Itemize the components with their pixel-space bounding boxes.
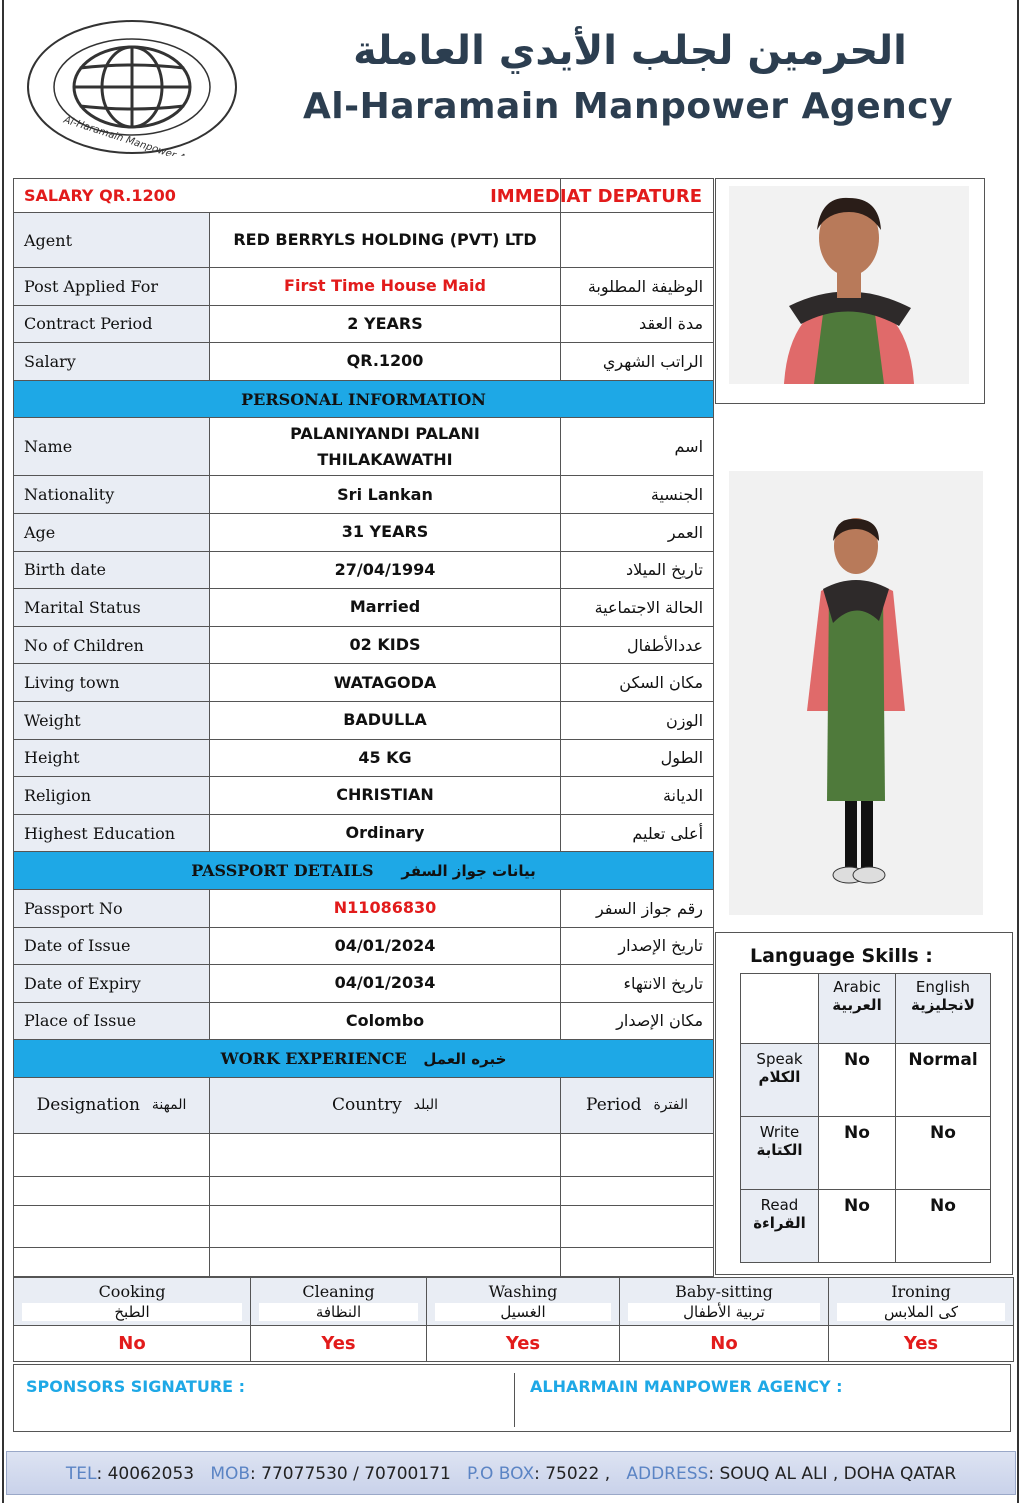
household-skills-table <box>13 1277 1014 1362</box>
address-label: ADDRESS <box>626 1464 709 1484</box>
speak-arabic-value: No <box>819 1044 896 1117</box>
arabic-column-header <box>819 974 896 1044</box>
issue-date-value: 04/01/2024 <box>210 927 561 965</box>
skill-ironing-en: Ironing <box>891 1282 951 1301</box>
signature-box <box>13 1364 1011 1432</box>
read-label-en: Read <box>760 1196 799 1214</box>
read-arabic-value: No <box>819 1190 896 1263</box>
agent-label: Agent <box>14 213 210 268</box>
speak-label <box>741 1044 819 1117</box>
pobox-label: P.O BOX <box>467 1464 535 1484</box>
issue-date-label: Date of Issue <box>14 927 210 965</box>
name-arabic: اسم <box>561 418 714 476</box>
period-header-en: Period <box>586 1095 642 1116</box>
children-arabic: عددالأطفال <box>561 626 714 664</box>
row-post <box>14 268 714 306</box>
address-value: : SOUQ AL ALI , DOHA QATAR <box>708 1464 957 1484</box>
portrait-photo <box>729 186 969 384</box>
weight-arabic: الوزن <box>561 701 714 739</box>
write-label <box>741 1117 819 1190</box>
skill-ironing-ar: کی الملابس <box>837 1303 1005 1321</box>
english-column-header <box>896 974 991 1044</box>
read-label <box>741 1190 819 1263</box>
contact-footer <box>6 1451 1016 1495</box>
period-header <box>561 1077 714 1133</box>
write-label-en: Write <box>759 1123 800 1141</box>
place-of-issue-arabic: مكان الإصدار <box>561 1002 714 1040</box>
birth-date-value: 27/04/1994 <box>210 551 561 589</box>
post-arabic: الوظيفة المطلوبة <box>561 268 714 306</box>
row-agent <box>14 213 714 268</box>
immediate-departure: IMMEDIAT DEPATURE <box>490 186 702 207</box>
post-value: First Time House Maid <box>210 268 561 306</box>
speak-label-ar: الكلام <box>758 1068 801 1086</box>
work-row <box>14 1205 714 1247</box>
name-value: PALANIYANDI PALANI THILAKAWATHI <box>210 418 561 476</box>
write-arabic-value: No <box>819 1117 896 1190</box>
marital-status-value: Married <box>210 589 561 627</box>
religion-arabic: الديانة <box>561 777 714 815</box>
height-arabic: الطول <box>561 739 714 777</box>
designation-header <box>14 1077 210 1133</box>
pobox-value: : 75022 , <box>534 1464 611 1484</box>
skill-baby-sitting-en: Baby-sitting <box>675 1282 773 1301</box>
birth-date-label: Birth date <box>14 551 210 589</box>
skill-baby-sitting <box>620 1278 829 1326</box>
work-row <box>14 1247 714 1276</box>
contract-arabic: مدة العقد <box>561 305 714 343</box>
skill-baby-sitting-value: No <box>620 1326 829 1362</box>
speak-label-en: Speak <box>756 1050 803 1068</box>
birth-date-arabic: تاريخ الميلاد <box>561 551 714 589</box>
skill-cleaning-ar: النظافة <box>259 1303 418 1321</box>
expiry-date-label: Date of Expiry <box>14 965 210 1003</box>
row-contract <box>14 305 714 343</box>
speak-english-value: Normal <box>896 1044 991 1117</box>
row-salary <box>14 343 714 381</box>
agent-arabic <box>561 213 714 268</box>
tel-label: TEL <box>65 1464 97 1484</box>
arabic-header-ar: العربية <box>832 996 882 1014</box>
agent-value: RED BERRYLS HOLDING (PVT) LTD <box>210 213 561 268</box>
designation-header-en: Designation <box>36 1095 140 1116</box>
skill-washing <box>427 1278 620 1326</box>
write-english-value: No <box>896 1117 991 1190</box>
issue-date-arabic: تاريخ الإصدار <box>561 927 714 965</box>
height-label: Height <box>14 739 210 777</box>
read-label-ar: القراءة <box>753 1214 806 1232</box>
skill-ironing-value: Yes <box>829 1326 1014 1362</box>
skill-washing-value: Yes <box>427 1326 620 1362</box>
sponsor-signature-label: SPONSORS SIGNATURE : <box>26 1377 246 1396</box>
nationality-label: Nationality <box>14 476 210 514</box>
write-label-ar: الكتابة <box>756 1141 803 1159</box>
skill-washing-en: Washing <box>488 1282 558 1301</box>
mob-label: MOB <box>210 1464 251 1484</box>
expiry-date-value: 04/01/2034 <box>210 965 561 1003</box>
language-skills-title: Language Skills : <box>750 945 933 967</box>
passport-heading-ar: بيانات جواز السفر <box>401 862 536 881</box>
education-label: Highest Education <box>14 814 210 852</box>
write-row <box>741 1117 991 1190</box>
children-value: 02 KIDS <box>210 626 561 664</box>
speak-row <box>741 1044 991 1117</box>
country-header <box>210 1077 561 1133</box>
education-arabic: أعلى تعليم <box>561 814 714 852</box>
nationality-value: Sri Lankan <box>210 476 561 514</box>
living-town-label: Living town <box>14 664 210 702</box>
post-label: Post Applied For <box>14 268 210 306</box>
religion-value: CHRISTIAN <box>210 777 561 815</box>
agency-signature-label: ALHARMAIN MANPOWER AGENCY : <box>530 1377 843 1396</box>
work-heading-en: WORK EXPERIENCE <box>220 1049 407 1069</box>
living-town-arabic: مكان السكن <box>561 664 714 702</box>
agency-title-arabic: الحرمين لجلب الأيدي العاملة <box>353 28 907 74</box>
skill-cooking-ar: الطبخ <box>22 1303 242 1321</box>
designation-header-ar: المهنة <box>151 1097 187 1114</box>
work-experience-heading <box>14 1040 714 1078</box>
education-value: Ordinary <box>210 814 561 852</box>
living-town-value: WATAGODA <box>210 664 561 702</box>
skill-cooking-value: No <box>14 1326 251 1362</box>
contract-label: Contract Period <box>14 305 210 343</box>
full-body-photo <box>729 471 983 915</box>
salary-arabic: الراتب الشهري <box>561 343 714 381</box>
passport-no-value: N11086830 <box>210 889 561 927</box>
application-table <box>13 178 714 1277</box>
english-header-en: English <box>915 978 971 996</box>
place-of-issue-value: Colombo <box>210 1002 561 1040</box>
work-row <box>14 1176 714 1205</box>
weight-value: BADULLA <box>210 701 561 739</box>
skill-cleaning-value: Yes <box>251 1326 427 1362</box>
period-header-ar: الفترة <box>653 1097 688 1114</box>
skill-cooking <box>14 1278 251 1326</box>
skill-cleaning <box>251 1278 427 1326</box>
svg-text:Al-Haramain Manpower Agency: Al-Haramain Manpower Agency <box>62 114 216 156</box>
skill-baby-sitting-ar: تربية الأطفال <box>628 1303 820 1321</box>
marital-status-label: Marital Status <box>14 589 210 627</box>
weight-label: Weight <box>14 701 210 739</box>
signature-divider <box>514 1373 515 1427</box>
work-heading-ar: خبره العمل <box>423 1050 507 1069</box>
expiry-date-arabic: تاريخ الانتهاء <box>561 965 714 1003</box>
language-skills-table <box>740 973 991 1263</box>
personal-info-heading: PERSONAL INFORMATION <box>14 380 714 418</box>
height-value: 45 KG <box>210 739 561 777</box>
skill-washing-ar: الغسيل <box>435 1303 611 1321</box>
passport-heading-en: PASSPORT DETAILS <box>191 861 374 881</box>
age-label: Age <box>14 513 210 551</box>
passport-no-arabic: رقم جواز السفر <box>561 889 714 927</box>
salary-value: QR.1200 <box>210 343 561 381</box>
salary-label: Salary <box>14 343 210 381</box>
age-value: 31 YEARS <box>210 513 561 551</box>
children-label: No of Children <box>14 626 210 664</box>
place-of-issue-label: Place of Issue <box>14 1002 210 1040</box>
language-skills-box <box>715 932 1013 1275</box>
english-header-ar: لانجليزية <box>911 996 975 1014</box>
salary-heading: SALARY QR.1200 <box>14 179 561 213</box>
name-label: Name <box>14 418 210 476</box>
row-name <box>14 418 714 476</box>
age-arabic: العمر <box>561 513 714 551</box>
read-row <box>741 1190 991 1263</box>
country-header-ar: البلد <box>413 1097 439 1114</box>
nationality-arabic: الجنسية <box>561 476 714 514</box>
skill-cooking-en: Cooking <box>98 1282 166 1301</box>
agency-logo <box>24 18 240 156</box>
skill-cleaning-en: Cleaning <box>302 1282 375 1301</box>
arabic-header-en: Arabic <box>833 978 881 996</box>
country-header-en: Country <box>331 1095 402 1116</box>
read-english-value: No <box>896 1190 991 1263</box>
contract-value: 2 YEARS <box>210 305 561 343</box>
passport-heading <box>14 852 714 890</box>
agency-title-english: Al-Haramain Manpower Agency <box>302 86 954 127</box>
work-row <box>14 1133 714 1176</box>
tel-value: : 40062053 <box>96 1464 195 1484</box>
marital-status-arabic: الحالة الاجتماعية <box>561 589 714 627</box>
mob-value: : 77077530 / 70700171 <box>250 1464 451 1484</box>
skill-ironing <box>829 1278 1014 1326</box>
religion-label: Religion <box>14 777 210 815</box>
passport-no-label: Passport No <box>14 889 210 927</box>
language-blank-header <box>741 974 819 1044</box>
